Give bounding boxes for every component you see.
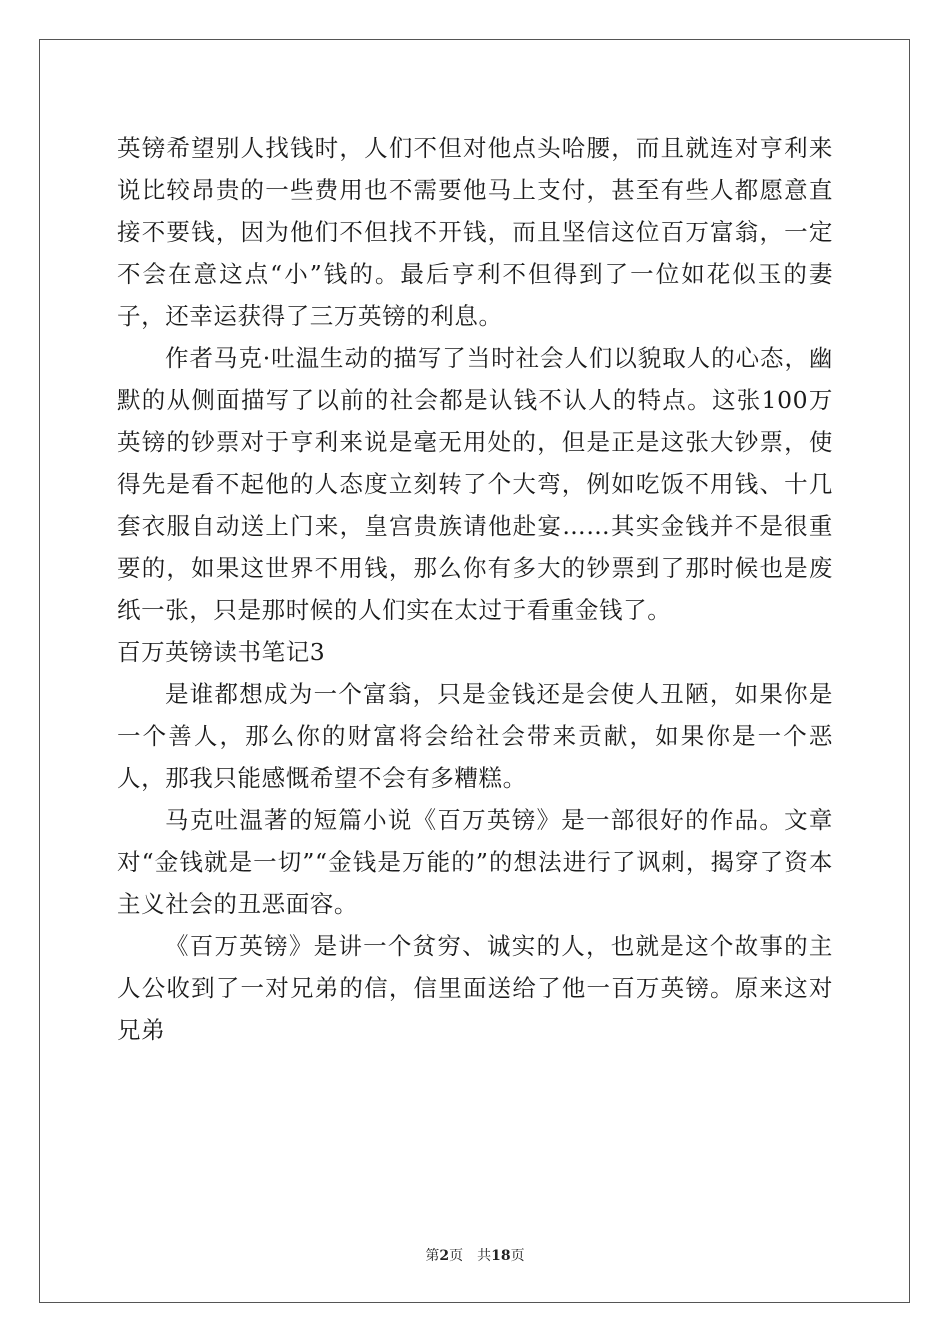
paragraph-continuation: 英镑希望别人找钱时，人们不但对他点头哈腰，而且就连对亨利来说比较昂贵的一些费用也不需要他马上支付，甚至有些人都愿意直接不要钱，因为他们不但找不开钱，而且坚信这位百万富翁，一定不会在意这点“小”钱的。最后亨利不但得到了一位如花似玉的妻子，还幸运获得了三万英镑的利息。 [117,134,833,330]
paragraph-novel-intro: 马克吐温著的短篇小说《百万英镑》是一部很好的作品。文章对“金钱就是一切”“金钱是万能的”的想法进行了讽刺，揭穿了资本主义社会的丑恶面容。 [117,806,833,918]
total-pages: 18 [491,1248,511,1264]
paragraph-wealth-reflection: 是谁都想成为一个富翁，只是金钱还是会使人丑陋，如果你是一个善人，那么你的财富将会给社会带来贡献，如果你是一个恶人，那我只能感慨希望不会有多糟糕。 [117,680,833,792]
paragraph-story-summary: 《百万英镑》是讲一个贫穷、诚实的人，也就是这个故事的主人公收到了一对兄弟的信，信里面送给了他一百万英镑。原来这对兄弟 [117,932,833,1044]
paragraph-author-analysis: 作者马克·吐温生动的描写了当时社会人们以貌取人的心态，幽默的从侧面描写了以前的社会都是认钱不认人的特点。这张100万英镑的钞票对于亨利来说是毫无用处的，但是正是这张大钞票，使得先是看不起他的人态度立刻转了个大弯，例如吃饭不用钱、十几套衣服自动送上门来，皇宫贵族请他赴宴……其实金钱并不是很重要的，如果这世界不用钱，那么你有多大的钞票到了那时候也是废纸一张，只是那时候的人们实在太过于看重金钱了。 [117,344,833,624]
document-body [117,127,833,1051]
page-number: 2 [439,1248,450,1264]
section-heading: 百万英镑读书笔记3 [117,638,326,666]
total-suffix: 页 [510,1248,525,1264]
page-footer [0,1245,950,1265]
page-prefix: 第 [425,1248,440,1264]
page-suffix: 页 [449,1248,464,1264]
total-prefix: 共 [477,1248,492,1264]
